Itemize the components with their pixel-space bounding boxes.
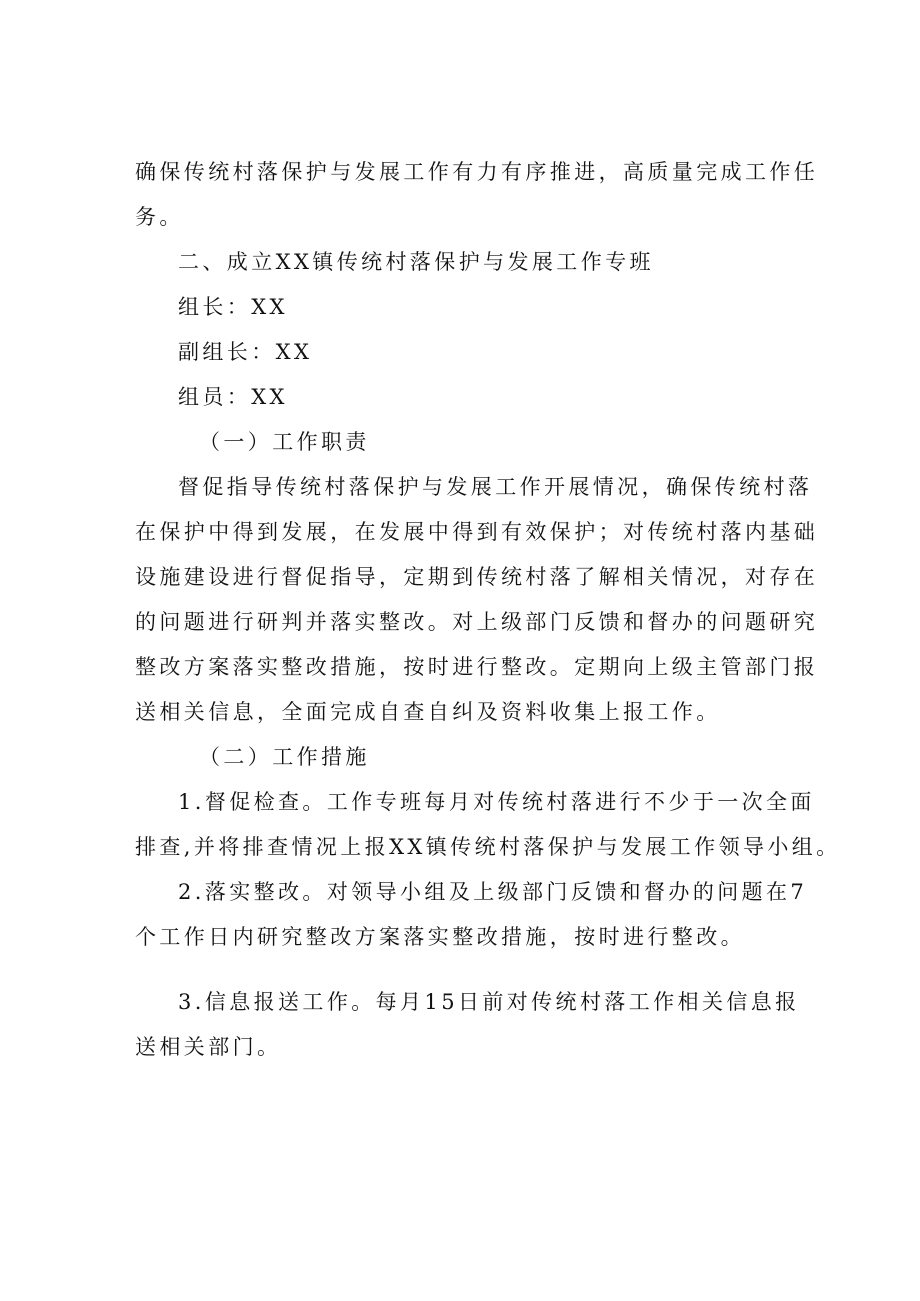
paragraph-line: 务。 [135, 205, 184, 229]
paragraph-line: 在保护中得到发展，在发展中得到有效保护；对传统村落内基础 [135, 520, 819, 544]
members-line: 组员：XX [178, 385, 288, 409]
section-heading: 二、成立XX镇传统村落保护与发展工作专班 [178, 250, 654, 274]
paragraph-line: 的问题进行研判并落实整改。对上级部门反馈和督办的问题研究 [135, 610, 819, 634]
subsection-title-measures: （二）工作措施 [199, 745, 370, 769]
paragraph-line: 督促指导传统村落保护与发展工作开展情况，确保传统村落 [178, 475, 813, 499]
list-item-line: 2.落实整改。对领导小组及上级部门反馈和督办的问题在7 [178, 880, 808, 904]
subsection-title-duties: （一）工作职责 [199, 430, 370, 454]
paragraph-line: 确保传统村落保护与发展工作有力有序推进，高质量完成工作任 [135, 160, 819, 184]
document-page [135, 150, 841, 1070]
paragraph-line: 送相关信息，全面完成自查自纠及资料收集上报工作。 [135, 700, 721, 724]
paragraph-line: 设施建设进行督促指导，定期到传统村落了解相关情况，对存在 [135, 565, 819, 589]
list-item-line: 送相关部门。 [135, 1035, 282, 1059]
list-item-line: 排查,并将排查情况上报XX镇传统村落保护与发展工作领导小组。 [135, 835, 841, 859]
list-item-line: 3.信息报送工作。每月15日前对传统村落工作相关信息报 [178, 990, 800, 1014]
list-item-line: 1.督促检查。工作专班每月对传统村落进行不少于一次全面 [178, 790, 815, 814]
list-item-line: 个工作日内研究整改方案落实整改措施，按时进行整改。 [135, 925, 745, 949]
leader-line: 组长：XX [178, 295, 288, 319]
paragraph-line: 整改方案落实整改措施，按时进行整改。定期向上级主管部门报 [135, 655, 819, 679]
spacer [135, 960, 791, 980]
vice-leader-line: 副组长：XX [178, 340, 313, 364]
